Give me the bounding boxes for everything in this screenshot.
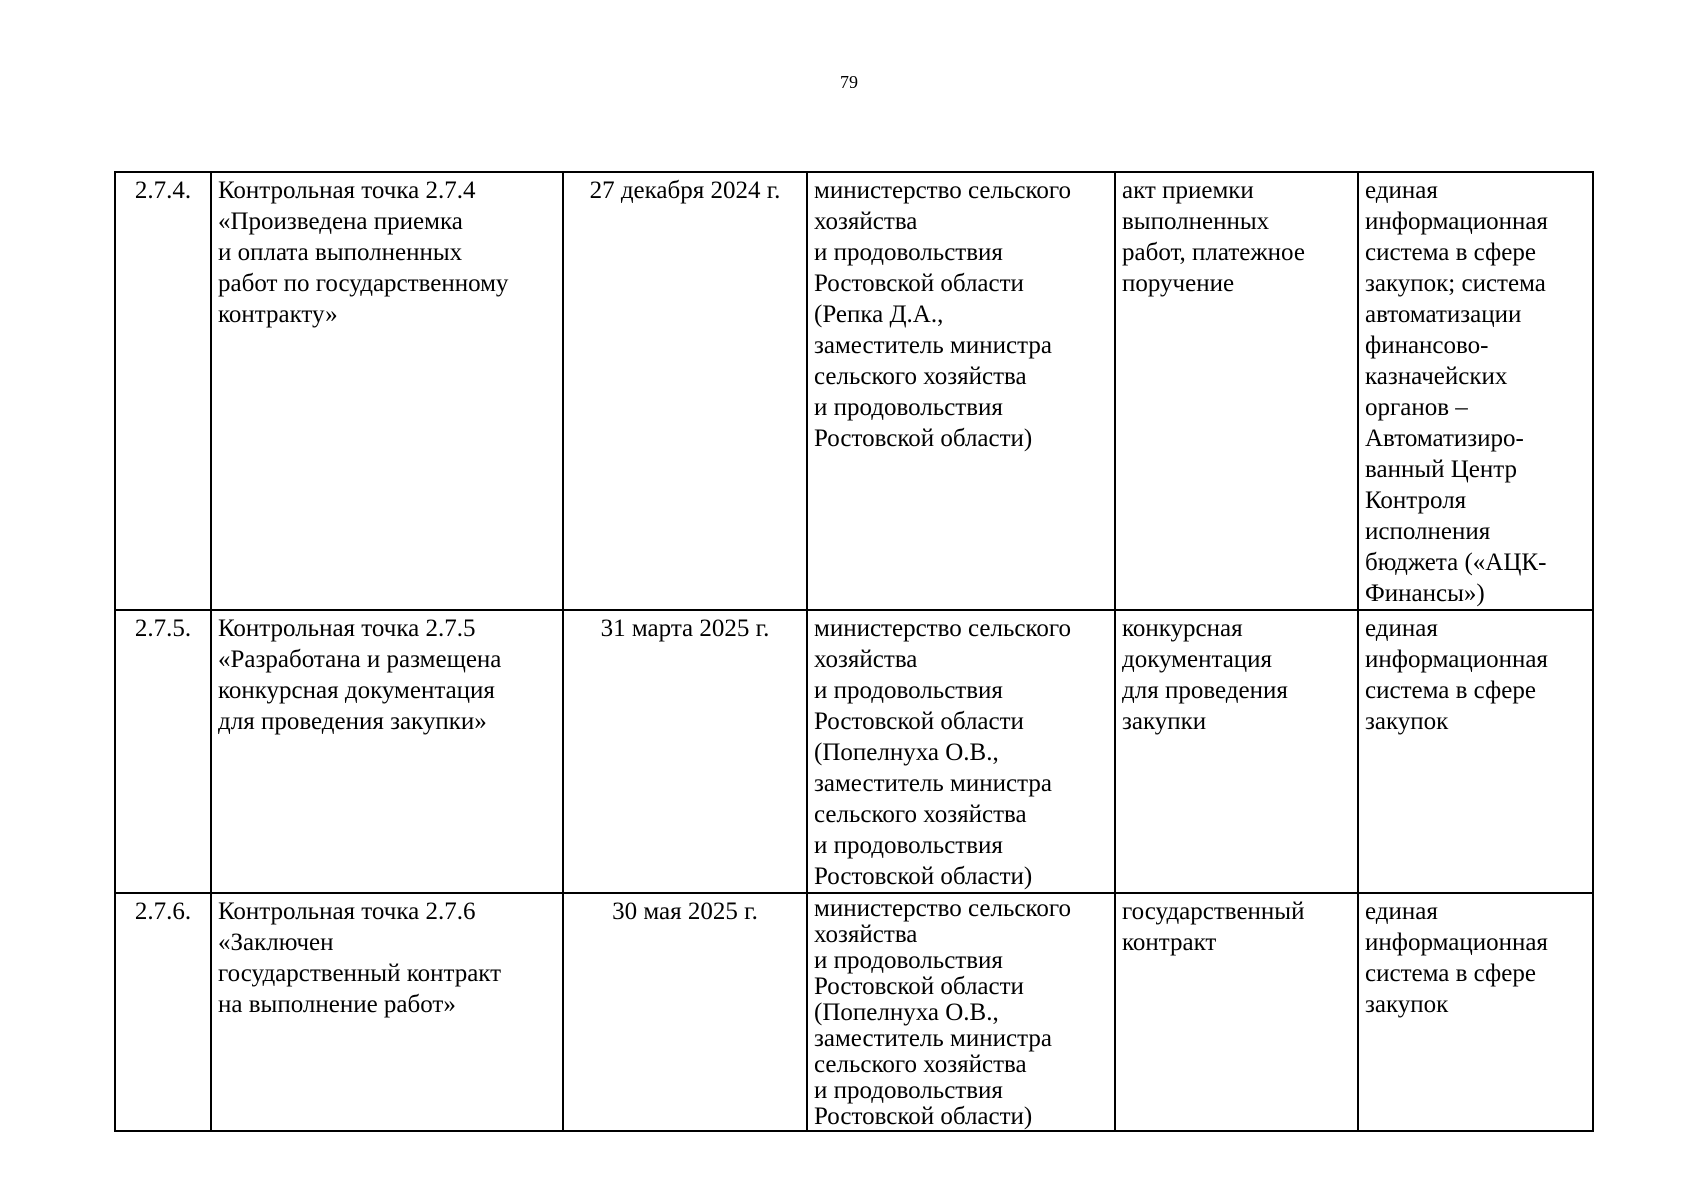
table-row [115,893,1593,1131]
confirming-document: акт приемки выполненных работ, платежное поручение [1115,172,1358,610]
responsible-person: министерство сельского хозяйства и продовольствия Ростовской области (Попелнуха О.В., заместитель министра сельского хозяйства и продовольствия Ростовской области) [807,610,1115,893]
deadline-date: 27 декабря 2024 г. [563,172,807,610]
control-point-title: Контрольная точка 2.7.5 «Разработана и размещена конкурсная документация для проведения закупки» [211,610,563,893]
row-number: 2.7.4. [115,172,211,610]
confirming-document: государственный контракт [1115,893,1358,1131]
page-number: 79 [840,72,858,92]
control-points-table [114,171,1594,1132]
deadline-date: 30 мая 2025 г. [563,893,807,1131]
information-system: единая информационная система в сфере закупок [1358,610,1593,893]
information-system: единая информационная система в сфере закупок [1358,893,1593,1131]
row-number: 2.7.5. [115,610,211,893]
row-number: 2.7.6. [115,893,211,1131]
information-system: единая информационная система в сфере закупок; система автоматизации финансово- казначейских органов – Автоматизиро- ванный Центр Контроля исполнения бюджета («АЦК- Финансы») [1358,172,1593,610]
control-point-title: Контрольная точка 2.7.4 «Произведена приемка и оплата выполненных работ по государственному контракту» [211,172,563,610]
responsible-person: министерство сельского хозяйства и продовольствия Ростовской области (Репка Д.А., заместитель министра сельского хозяйства и продовольствия Ростовской области) [807,172,1115,610]
control-point-title: Контрольная точка 2.7.6 «Заключен государственный контракт на выполнение работ» [211,893,563,1131]
confirming-document: конкурсная документация для проведения закупки [1115,610,1358,893]
deadline-date: 31 марта 2025 г. [563,610,807,893]
table-row [115,172,1593,610]
table-row [115,610,1593,893]
responsible-person: министерство сельского хозяйства и продовольствия Ростовской области (Попелнуха О.В., заместитель министра сельского хозяйства и продовольствия Ростовской области) [807,893,1115,1131]
